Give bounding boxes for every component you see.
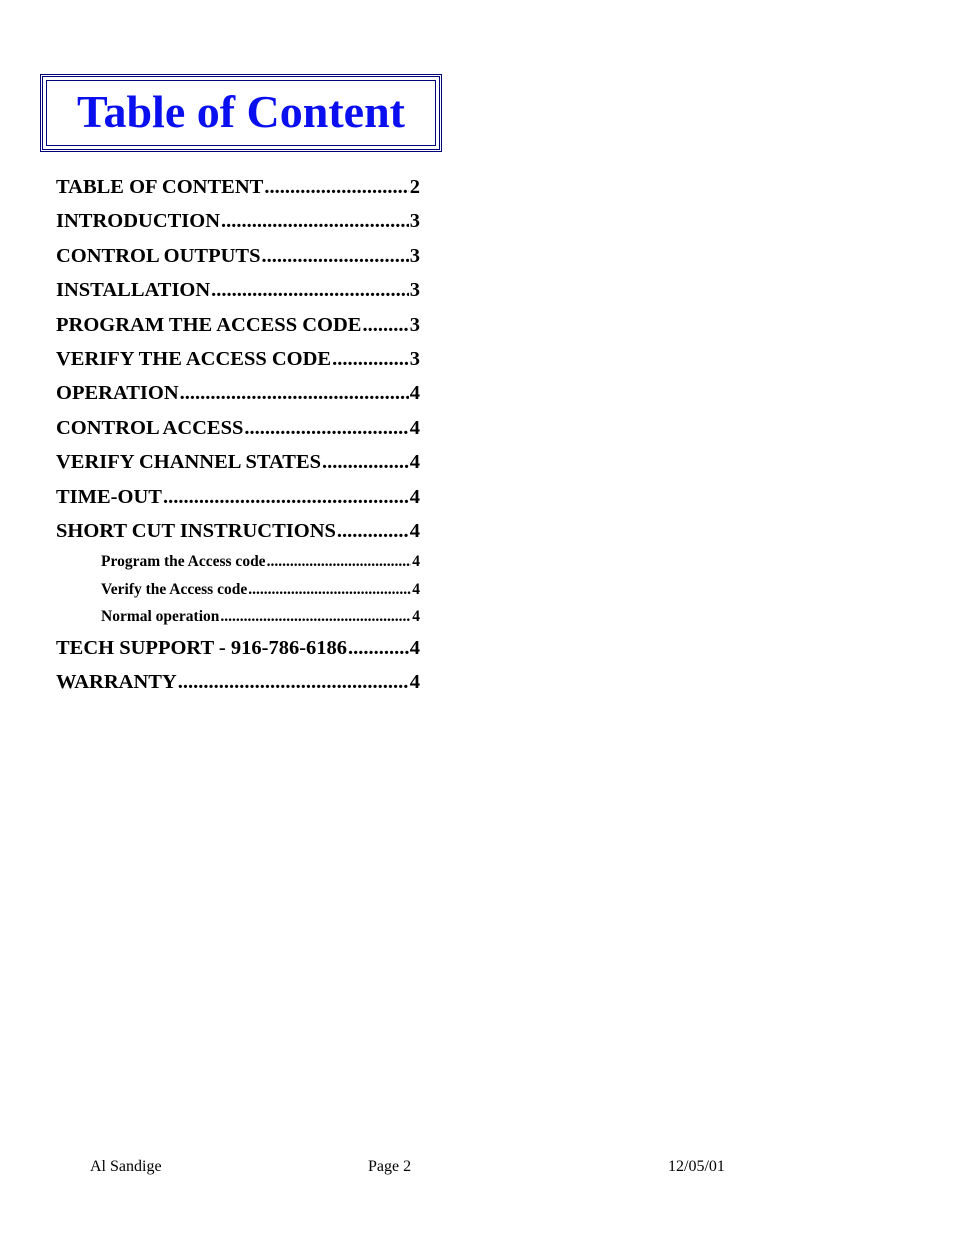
toc-entry-page: 4 bbox=[412, 580, 420, 598]
toc-entry[interactable] bbox=[56, 239, 420, 273]
toc-dot-leader bbox=[267, 548, 412, 576]
toc-entry-label: Program the Access code bbox=[101, 553, 266, 571]
toc-entry[interactable] bbox=[56, 342, 420, 376]
toc-dot-leader bbox=[348, 631, 409, 665]
toc-dot-leader bbox=[332, 342, 409, 376]
toc-entry-page: 4 bbox=[409, 636, 420, 659]
toc-entry-label: VERIFY THE ACCESS CODE bbox=[56, 347, 332, 370]
toc-entry[interactable] bbox=[56, 514, 420, 548]
toc-dot-leader bbox=[337, 514, 409, 548]
toc-entry[interactable] bbox=[56, 445, 420, 479]
toc-entry-page: 3 bbox=[409, 313, 420, 336]
toc-entry[interactable] bbox=[56, 170, 420, 204]
title-box-inner bbox=[46, 80, 436, 146]
toc-entry-label: WARRANTY bbox=[56, 671, 177, 694]
toc-entry-label: Verify the Access code bbox=[101, 580, 248, 598]
toc-entry[interactable] bbox=[56, 308, 420, 342]
toc-entry[interactable] bbox=[56, 411, 420, 445]
toc-subentry[interactable] bbox=[101, 548, 420, 576]
toc-subentry[interactable] bbox=[101, 603, 420, 631]
page-title: Table of Content bbox=[77, 86, 405, 137]
toc-entry-label: CONTROL OUTPUTS bbox=[56, 244, 261, 267]
toc-entry-label: CONTROL ACCESS bbox=[56, 416, 244, 439]
toc-entry-page: 3 bbox=[409, 347, 420, 370]
toc-dot-leader bbox=[248, 576, 411, 604]
toc-entry-label: INSTALLATION bbox=[56, 279, 211, 302]
toc-entry[interactable] bbox=[56, 204, 420, 238]
toc-entry-label: SHORT CUT INSTRUCTIONS bbox=[56, 519, 336, 542]
toc-subentry[interactable] bbox=[101, 576, 420, 604]
toc-entry-label: INTRODUCTION bbox=[56, 210, 221, 233]
toc-dot-leader bbox=[261, 239, 408, 273]
toc-entry-page: 3 bbox=[409, 210, 420, 233]
toc-entry-label: TECH SUPPORT - 916-786-6186 bbox=[56, 636, 348, 659]
toc-entry[interactable] bbox=[56, 480, 420, 514]
toc-entry-page: 3 bbox=[409, 244, 420, 267]
table-of-contents bbox=[56, 170, 420, 700]
toc-entry-page: 4 bbox=[409, 519, 420, 542]
toc-dot-leader bbox=[178, 665, 409, 699]
toc-entry[interactable] bbox=[56, 273, 420, 307]
toc-entry-label: VERIFY CHANNEL STATES bbox=[56, 451, 322, 474]
footer-author: Al Sandige bbox=[90, 1158, 162, 1175]
toc-entry-page: 4 bbox=[412, 608, 420, 626]
toc-dot-leader bbox=[221, 204, 409, 238]
toc-entry-label: TIME-OUT bbox=[56, 485, 162, 508]
toc-entry-page: 4 bbox=[409, 416, 420, 439]
toc-entry-page: 4 bbox=[412, 553, 420, 571]
toc-dot-leader bbox=[362, 308, 408, 342]
toc-dot-leader bbox=[211, 273, 409, 307]
toc-dot-leader bbox=[322, 445, 409, 479]
toc-entry[interactable] bbox=[56, 631, 420, 665]
toc-entry-label: TABLE OF CONTENT bbox=[56, 176, 264, 198]
toc-entry-label: Normal operation bbox=[101, 608, 220, 626]
toc-entry[interactable] bbox=[56, 376, 420, 410]
toc-entry-label: OPERATION bbox=[56, 382, 179, 405]
footer-date: 12/05/01 bbox=[668, 1158, 725, 1175]
toc-entry-page: 2 bbox=[409, 176, 420, 198]
toc-dot-leader bbox=[220, 603, 411, 631]
toc-dot-leader bbox=[163, 480, 409, 514]
title-box bbox=[40, 74, 442, 152]
footer-page-number: Page 2 bbox=[368, 1158, 412, 1175]
toc-entry-page: 4 bbox=[409, 451, 420, 474]
toc-entry-page: 4 bbox=[409, 671, 420, 694]
toc-dot-leader bbox=[180, 376, 409, 410]
toc-entry[interactable] bbox=[56, 665, 420, 699]
toc-dot-leader bbox=[264, 170, 408, 204]
toc-entry-page: 4 bbox=[409, 485, 420, 508]
toc-dot-leader bbox=[244, 411, 408, 445]
toc-entry-page: 4 bbox=[409, 382, 420, 405]
toc-entry-label: PROGRAM THE ACCESS CODE bbox=[56, 313, 362, 336]
toc-entry-page: 3 bbox=[409, 279, 420, 302]
